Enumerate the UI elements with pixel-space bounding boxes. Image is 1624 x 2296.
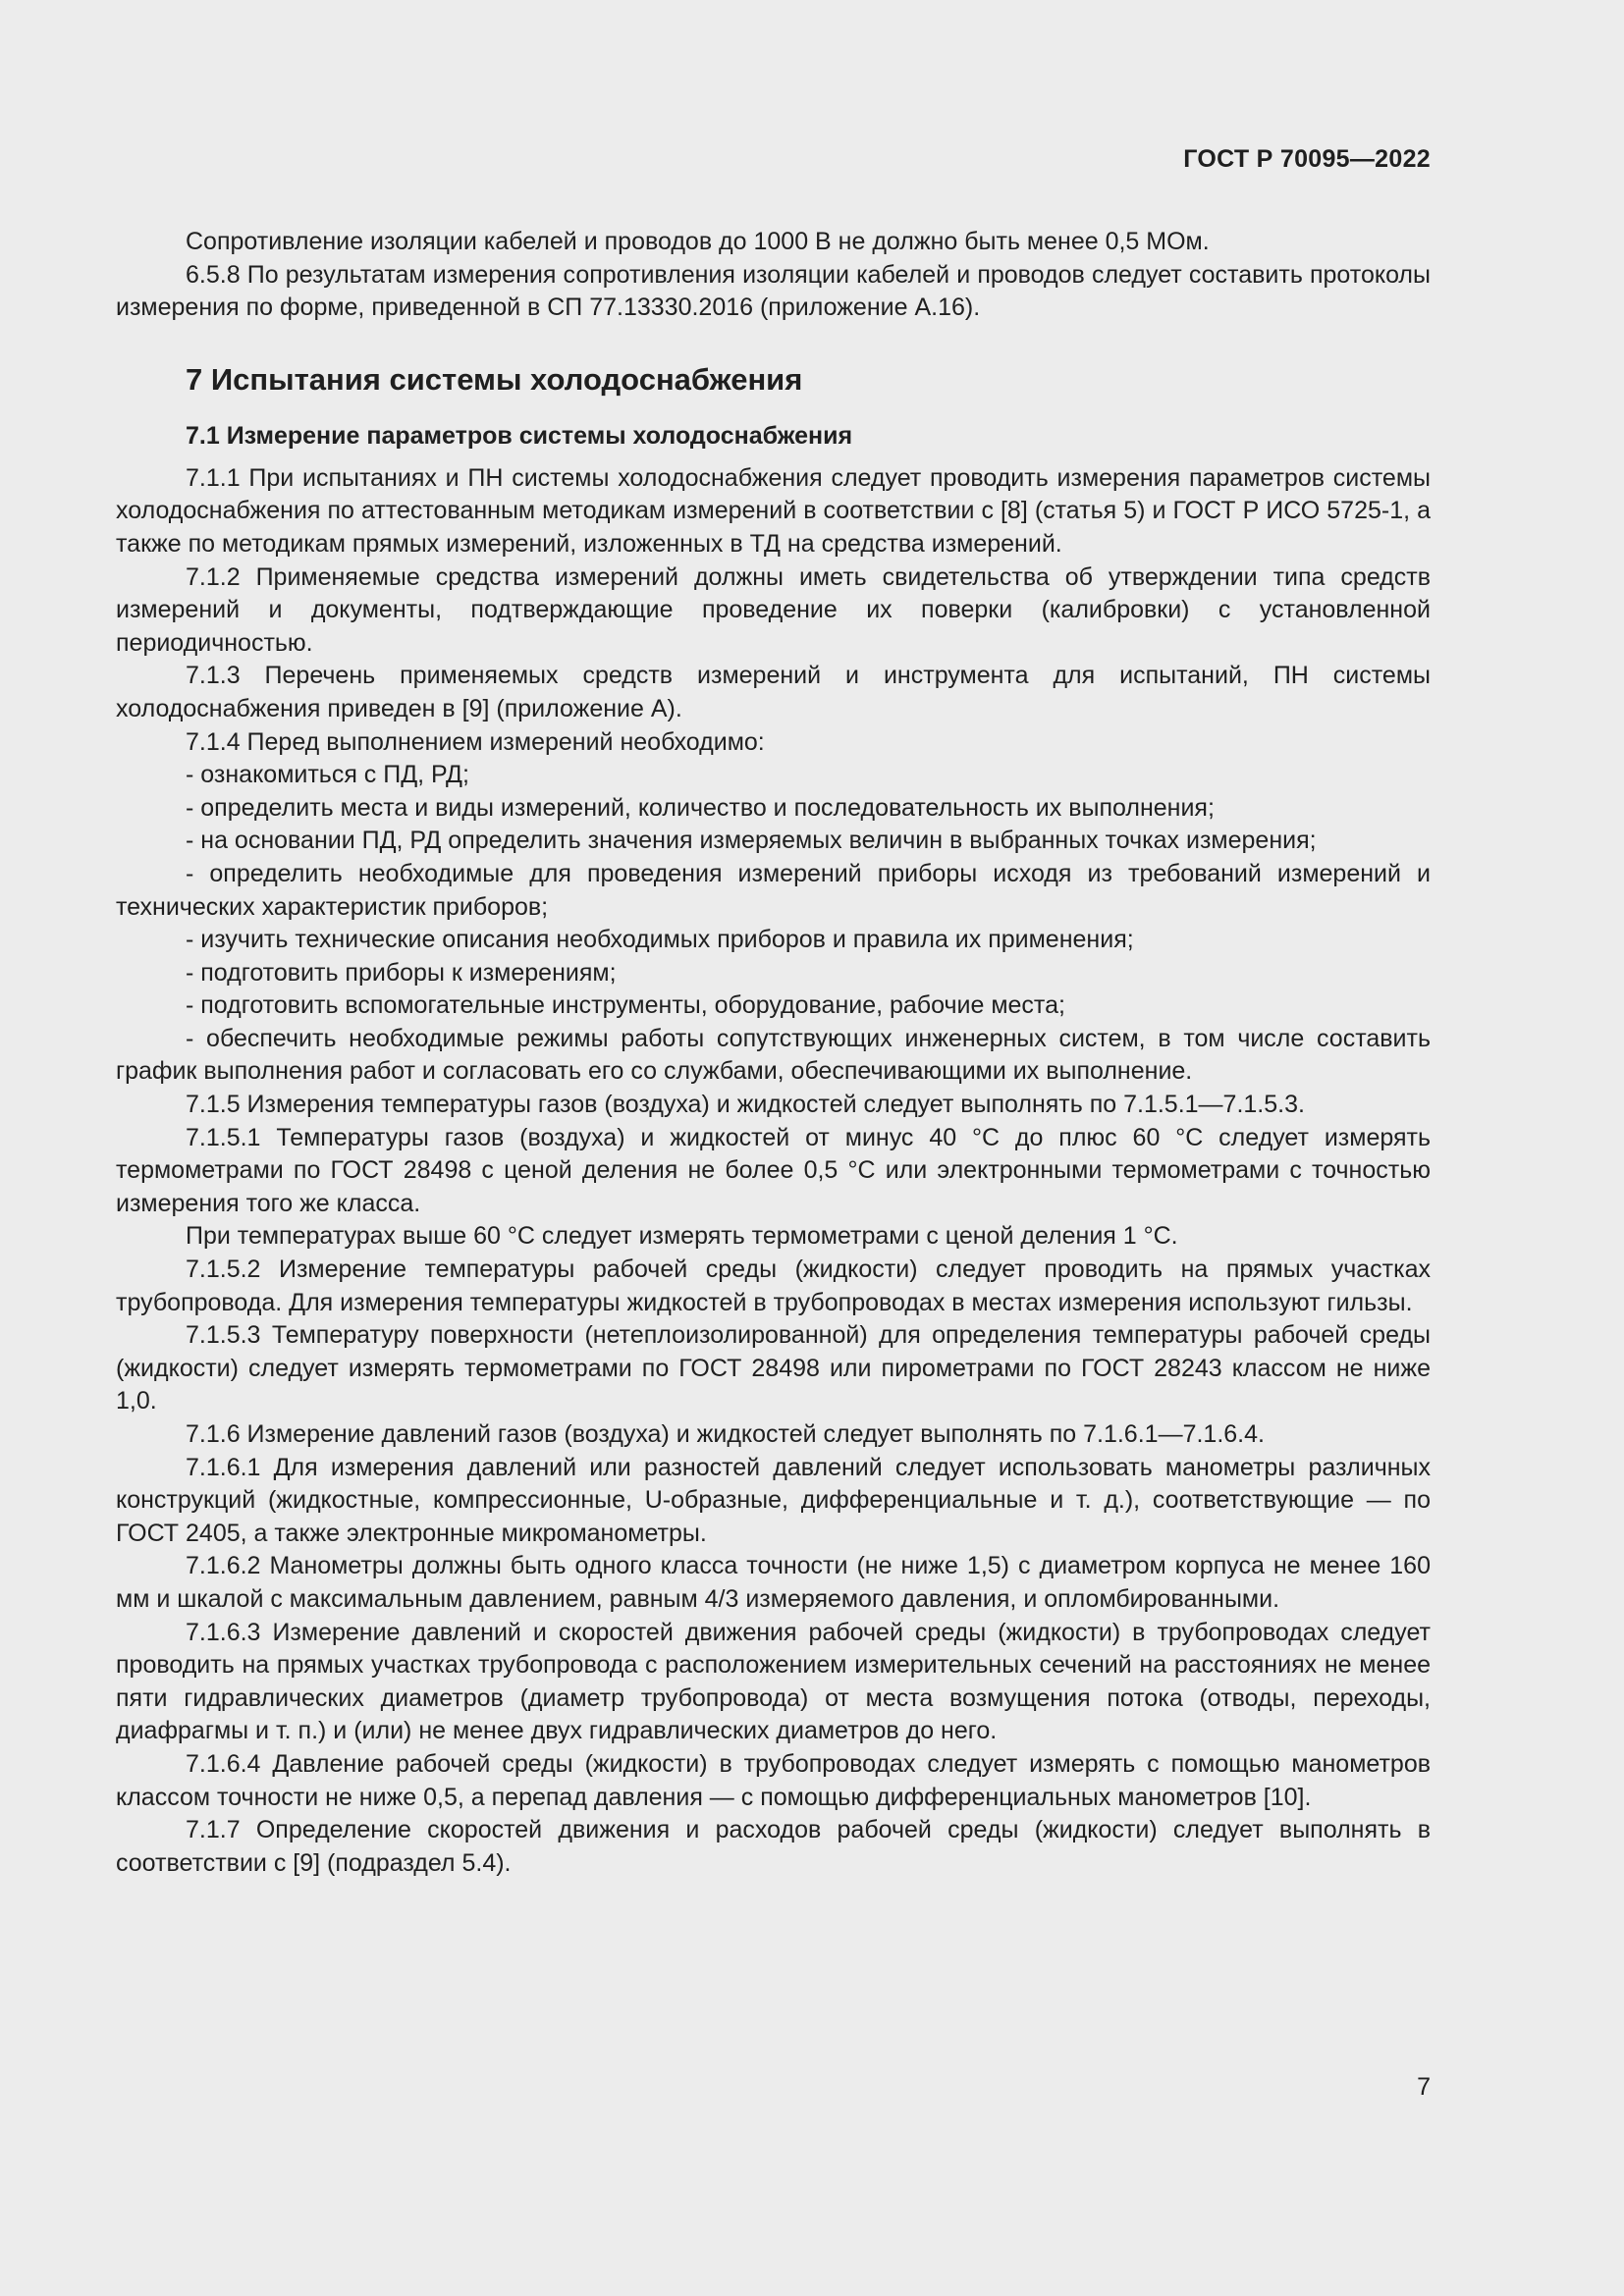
- list-item: - подготовить приборы к измерениям;: [186, 958, 617, 987]
- paragraph: 7.1.5.1 Температуры газов (воздуха) и жидкостей от минус 40 °С до плюс 60 °С следует измерять термометрами по ГОСТ 28498 с ценой деления не более 0,5 °С или электронными термометрами с точностью измерения того же класса.: [116, 1123, 1431, 1217]
- subsection-heading: 7.1 Измерение параметров системы холодоснабжения: [186, 421, 853, 450]
- paragraph: 7.1.6.1 Для измерения давлений или разностей давлений следует использовать манометры различных конструкций (жидкостные, компрессионные, U-образные, дифференциальные и т. д.), соответствующие — по ГОСТ 2405, а также электронные микроманометры.: [116, 1453, 1431, 1547]
- paragraph: При температурах выше 60 °С следует измерять термометрами с ценой деления 1 °С.: [186, 1222, 1178, 1251]
- paragraph: 7.1.6.3 Измерение давлений и скоростей движения рабочей среды (жидкости) в трубопроводах следует проводить на прямых участках трубопровода с расположением измерительных сечений на расстояниях не менее пяти гидравлических диаметров (диаметр трубопровода) от места возмущения потока (отводы, переходы, диафрагмы и т. п.) и (или) не менее двух гидравлических диаметров до него.: [116, 1618, 1431, 1745]
- list-item: - ознакомиться с ПД, РД;: [186, 761, 469, 789]
- paragraph: 6.5.8 По результатам измерения сопротивления изоляции кабелей и проводов следует составить протоколы измерения по форме, приведенной в СП 77.13330.2016 (приложение А.16).: [116, 260, 1431, 322]
- paragraph: 7.1.5.2 Измерение температуры рабочей среды (жидкости) следует проводить на прямых участках трубопровода. Для измерения температуры жидкостей в трубопроводах в местах измерения используют гильзы.: [116, 1255, 1431, 1316]
- list-item: - определить необходимые для проведения измерений приборы исходя из требований измерений и технических характеристик приборов;: [116, 859, 1431, 921]
- document-body: [116, 226, 1431, 1880]
- paragraph: 7.1.4 Перед выполнением измерений необходимо:: [186, 727, 765, 756]
- paragraph: 7.1.7 Определение скоростей движения и расходов рабочей среды (жидкости) следует выполнять в соответствии с [9] (подраздел 5.4).: [116, 1816, 1431, 1877]
- list-item: - изучить технические описания необходимых приборов и правила их применения;: [186, 926, 1134, 954]
- list-item: - подготовить вспомогательные инструменты, оборудование, рабочие места;: [186, 991, 1065, 1020]
- paragraph: Сопротивление изоляции кабелей и проводов до 1000 В не должно быть менее 0,5 МОм.: [186, 228, 1210, 255]
- paragraph: 7.1.3 Перечень применяемых средств измерений и инструмента для испытаний, ПН системы холодоснабжения приведен в [9] (приложение А).: [116, 662, 1431, 722]
- list-item: - на основании ПД, РД определить значения измеряемых величин в выбранных точках измерения;: [186, 827, 1317, 855]
- page-number: 7: [1417, 2073, 1431, 2101]
- paragraph: 7.1.6 Измерение давлений газов (воздуха) и жидкостей следует выполнять по 7.1.6.1—7.1.6.4.: [186, 1420, 1265, 1448]
- section-heading: 7 Испытания системы холодоснабжения: [186, 361, 803, 397]
- paragraph: 7.1.5.3 Температуру поверхности (нетеплоизолированной) для определения температуры рабочей среды (жидкости) следует измерять термометрами по ГОСТ 28498 или пирометрами по ГОСТ 28243 классом не ниже 1,0.: [116, 1321, 1431, 1415]
- list-item: - обеспечить необходимые режимы работы сопутствующих инженерных систем, в том числе составить график выполнения работ и согласовать его со службами, обеспечивающими их выполнение.: [116, 1024, 1431, 1086]
- list-item: - определить места и виды измерений, количество и последовательность их выполнения;: [186, 793, 1215, 822]
- paragraph: 7.1.2 Применяемые средства измерений должны иметь свидетельства об утверждении типа средств измерений и документы, подтверждающие проведение их поверки (калибровки) с установленной периодичностью.: [116, 562, 1431, 657]
- paragraph: 7.1.1 При испытаниях и ПН системы холодоснабжения следует проводить измерения параметров системы холодоснабжения по аттестованным методикам измерений в соответствии с [8] (статья 5) и ГОСТ Р ИСО 5725-1, а также по методикам прямых измерений, изложенных в ТД на средства измерений.: [116, 463, 1431, 558]
- paragraph: 7.1.6.2 Манометры должны быть одного класса точности (не ниже 1,5) с диаметром корпуса не менее 160 мм и шкалой с максимальным давлением, равным 4/3 измеряемого давления, и опломбированными.: [116, 1552, 1431, 1613]
- document-code-header: ГОСТ Р 70095—2022: [1183, 145, 1431, 173]
- paragraph: 7.1.6.4 Давление рабочей среды (жидкости) в трубопроводах следует измерять с помощью манометров классом точности не ниже 0,5, а перепад давления — с помощью дифференциальных манометров [10].: [116, 1749, 1431, 1811]
- paragraph: 7.1.5 Измерения температуры газов (воздуха) и жидкостей следует выполнять по 7.1.5.1—7.1.5.3.: [186, 1091, 1305, 1119]
